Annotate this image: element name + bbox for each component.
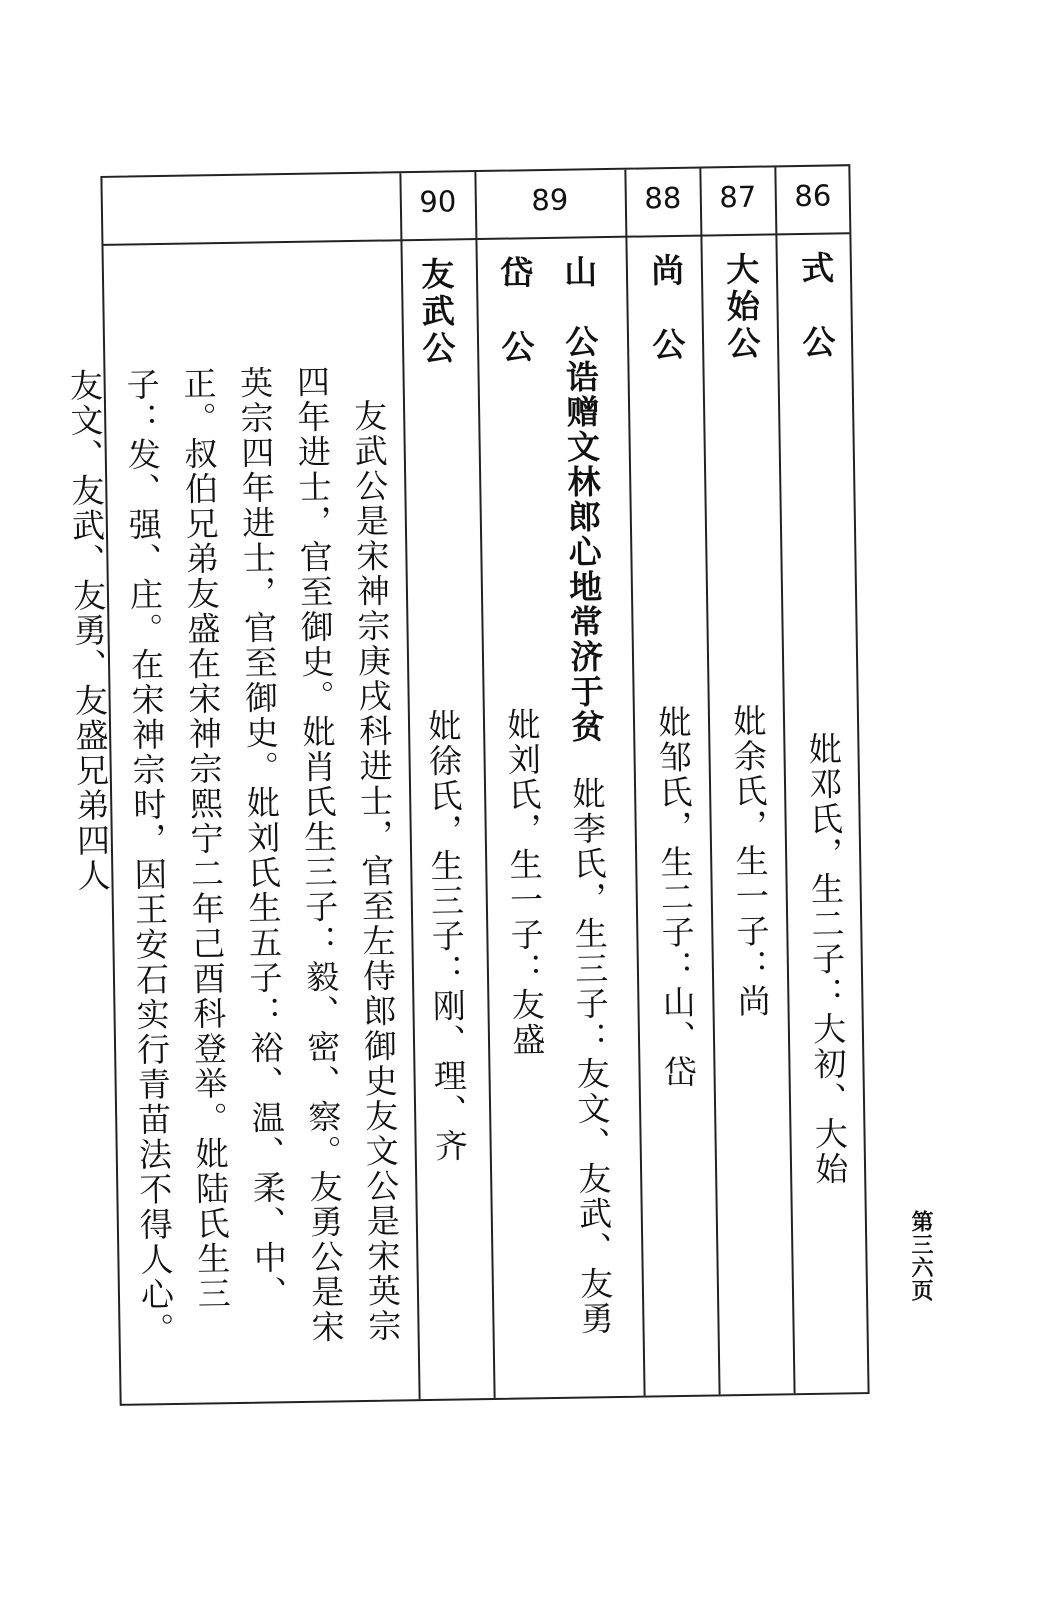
entry-name-89b: 岱 公 (494, 255, 536, 367)
genealogy-table (64, 164, 869, 1406)
column-divider (774, 167, 795, 1393)
entry-name-86: 式 公 (795, 250, 837, 363)
page-number: 第三六页 (908, 1210, 934, 1302)
column-divider (474, 172, 495, 1398)
entry-number-90: 90 (419, 184, 457, 219)
entry-number-87: 87 (719, 179, 757, 215)
entry-text-89a: 妣李氏，生三子：友文、友武、友勇 (567, 776, 615, 1337)
column-divider (624, 170, 645, 1396)
entry-text-89b: 妣刘氏，生一子：友盛 (502, 707, 547, 1058)
entry-name-88: 尚 公 (645, 252, 687, 365)
narrative-text: 友武公是宋神宗庚戌科进士，官至左侍郎御史友文公是宋英宗四年进士，官至御史。妣肖氏生三子：毅、密、察。友勇公是宋英宗四年进士，官至御史。妣刘氏生五子：裕、温、柔、中、正。叔伯兄弟友盛在宋神宗熙宁二年己酉科登举。妣陆氏生三子：发、强、庄。在宋神宗时，因王安石实行青苗法不得人心。友文、友武、友勇、友盛兄弟四人 (64, 363, 403, 1348)
entry-text-88: 妣邹氏，生二子：山、岱 (653, 704, 699, 1091)
entry-text-87: 妣余氏，生一子：尚 (728, 703, 773, 1020)
entry-number-86: 86 (794, 178, 832, 214)
column-divider (699, 169, 720, 1395)
entry-number-88: 88 (644, 180, 682, 216)
entry-number-89: 89 (531, 182, 569, 218)
entry-text-86: 妣邓氏，生二子：大初、大始 (803, 731, 850, 1187)
entry-name-90: 友武公 (415, 256, 457, 369)
entry-name-87: 大始公 (720, 251, 762, 364)
entry-name-89a: 山 公诰赠文林郎心地常济于贫 (558, 254, 606, 745)
entry-text-90: 妣徐氏，生三子：刚、理、齐 (423, 708, 470, 1164)
